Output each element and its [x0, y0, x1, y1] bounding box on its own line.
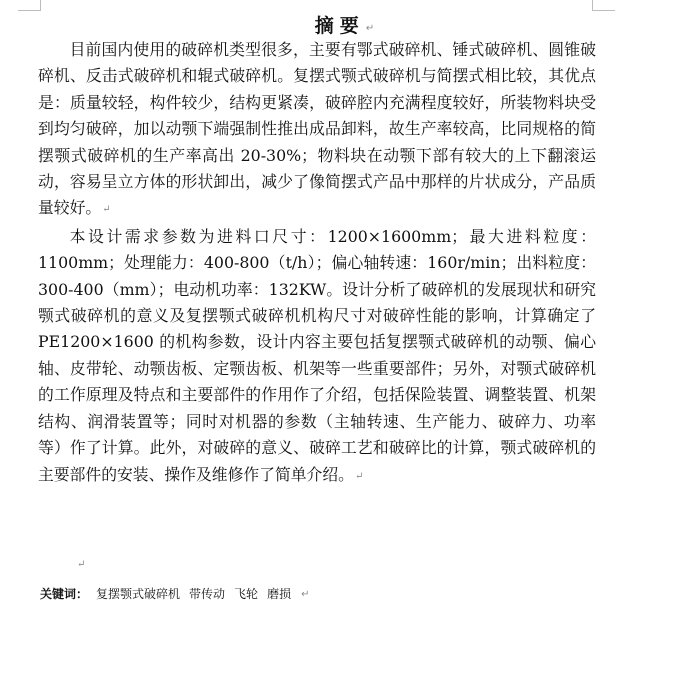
page-corner-mark-right: [592, 0, 615, 11]
page-corner-mark-left: [18, 0, 41, 11]
abstract-paragraph-1: [38, 37, 596, 224]
keyword: 带传动: [189, 587, 226, 601]
keyword: 飞轮: [234, 587, 259, 601]
paragraph-text: 本设计需求参数为进料口尺寸：1200×1600mm；最大进料粒度：1100mm；处理能力：400-800（t/h）；偏心轴转速：160r/min；出料粒度：300-400（mm）；电动机功率：132KW。设计分析了破碎机的发展现状和研究颚式破碎机的意义及复摆颚式破碎机机构尺寸对破碎性能的影响，计算确定了 PE1200×1600 的机构参数，设计内容主要包括复摆颚式破碎机的动颚、偏心轴、皮带轮、动颚齿板、定颚齿板、机架等一些重要部件；另外，对颚式破碎机的工作原理及特点和主要部件的作用作了介绍，包括保险装置、调整装置、机架结构、润滑装置等；同时对机器的参数（主轴转速、生产能力、破碎力、功率等）作了计算。此外，对破碎的意义、破碎工艺和破碎比的计算，颚式破碎机的主要部件的安装、操作及维修作了简单介绍。: [38, 226, 596, 484]
paragraph-mark-icon: ↵: [77, 559, 86, 570]
keywords-label: 关键词：: [40, 587, 89, 601]
paragraph-text: 目前国内使用的破碎机类型很多，主要有鄂式破碎机、锤式破碎机、圆锥破碎机、反击式破碎机和辊式破碎机。复摆式颚式破碎机与简摆式相比较，其优点是：质量较轻，构件较少，结构更紧凑，破碎腔内充满程度较好，所装物料块受到均匀破碎，加以动颚下端强制性推出成品卸料，故生产率较高，比同规格的简摆颚式破碎机的生产率高出 20-30%；物料块在动颚下部有较大的上下翻滚运动，容易呈立方体的形状卸出，减少了像简摆式产品中那样的片状成分，产品质量较好。: [38, 40, 596, 218]
keywords-line: [40, 585, 309, 604]
paragraph-mark-icon: ↵: [354, 470, 364, 482]
paragraph-mark-icon: ↵: [102, 204, 111, 216]
paragraph-mark-icon: ↵: [365, 23, 375, 34]
empty-paragraph: [76, 553, 85, 572]
abstract-paragraph-2: [38, 224, 596, 490]
paragraph-mark-icon: ↵: [301, 589, 310, 600]
keyword: 复摆颚式破碎机: [96, 587, 181, 601]
keyword: 磨损: [267, 587, 292, 601]
abstract-title: 摘要: [314, 15, 365, 37]
abstract-body: [38, 37, 596, 490]
